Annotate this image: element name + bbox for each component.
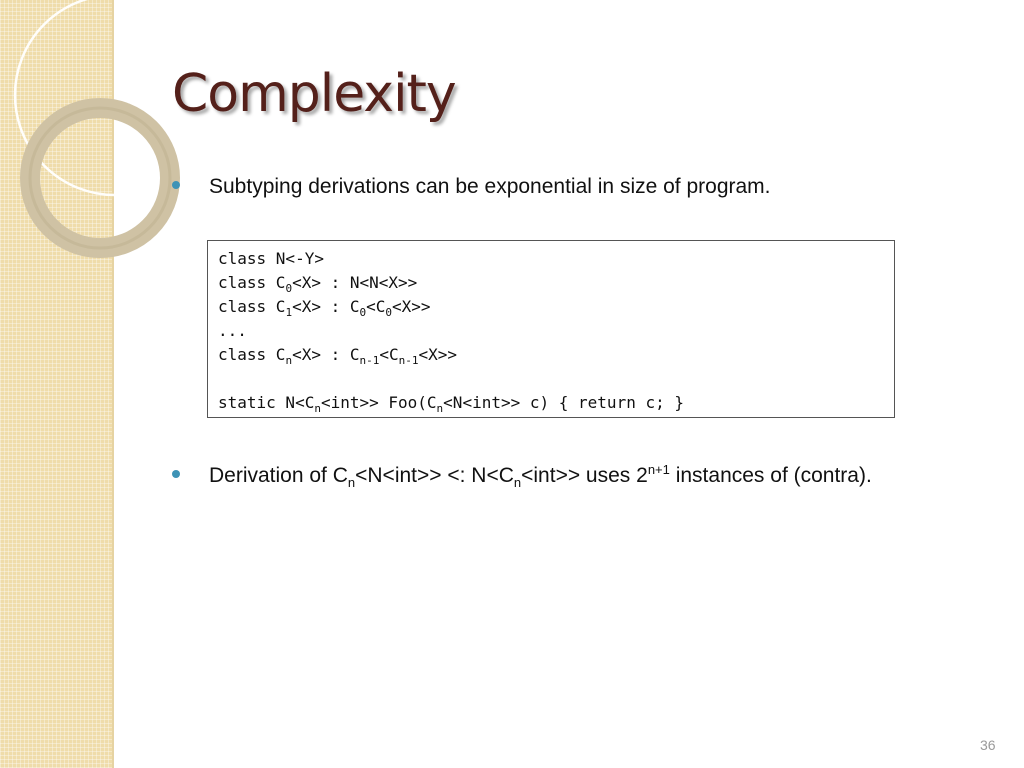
code-line: ... bbox=[218, 321, 247, 340]
decorative-sidebar bbox=[0, 0, 113, 768]
code-line: class N<-Y> bbox=[218, 249, 324, 268]
code-line: class $C_0<X>$ : N<N<X>> bbox=[218, 273, 418, 296]
page-number: 36 bbox=[980, 737, 996, 753]
bullet-icon bbox=[172, 470, 180, 478]
code-blank-line bbox=[218, 367, 884, 391]
sidebar-divider bbox=[112, 0, 114, 768]
code-line: class $C_1<X>$ : $C_0<C_0<X>>$ bbox=[218, 297, 431, 320]
bullet-text: Subtyping derivations can be exponential in size of program. bbox=[209, 175, 771, 198]
bullet-item-1 bbox=[172, 175, 771, 199]
code-line: static $N<C_n<int>> Foo(C_n<N<int>> c)$ { return c; } bbox=[218, 393, 684, 416]
bullet-icon bbox=[172, 181, 180, 189]
code-block bbox=[207, 240, 895, 418]
slide-title: Complexity bbox=[172, 64, 456, 124]
bullet-text: Derivation of $C_n<N<int>>$ <: $N<C_n<int>>$ uses $2^{n+1}$ instances of (contra). bbox=[209, 462, 872, 491]
code-line: class $C_n<X>$ : $C_{n-1}<C_{n-1}<X>>$ bbox=[218, 345, 458, 368]
bullet-item-2 bbox=[172, 462, 872, 490]
